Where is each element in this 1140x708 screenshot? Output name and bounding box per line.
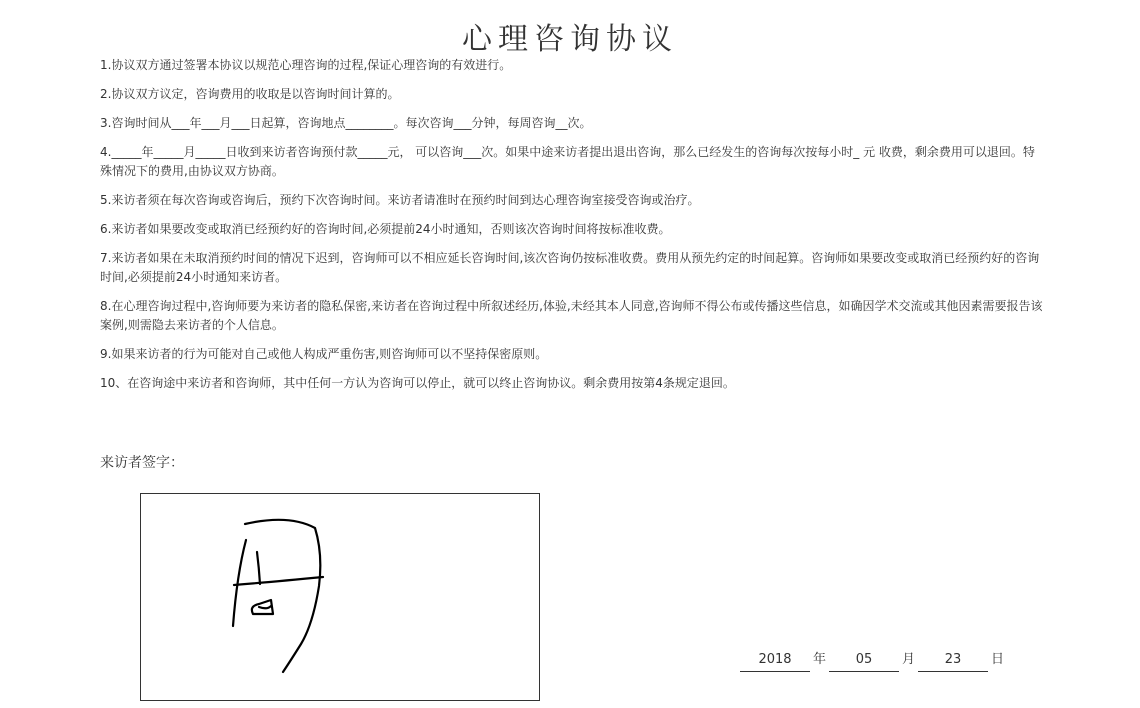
date-day-unit: 日: [991, 652, 1005, 667]
clause-8: 8.在心理咨询过程中,咨询师要为来访者的隐私保密,来访者在咨询过程中所叙述经历,体验,未经其本人同意,咨询师不得公布或传播这些信息，如确因学术交流或其他因素需要报告该案例,则需隐去来访者的个人信息。: [100, 299, 1043, 332]
page-title: 心理咨询协议: [462, 22, 678, 58]
clause-5: 5.来访者须在每次咨询或咨询后，预约下次咨询时间。来访者请准时在预约时间到达心理咨询室接受咨询或治疗。: [100, 193, 700, 207]
clause-1: 1.协议双方通过签署本协议以规范心理咨询的过程,保证心理咨询的有效进行。: [100, 58, 512, 72]
date-day: 23: [918, 650, 988, 672]
date-year: 2018: [740, 650, 810, 672]
signature-label: 来访者签字：: [100, 455, 184, 471]
clause-list: [100, 56, 1045, 393]
clause-7: 7.来访者如果在未取消预约时间的情况下迟到，咨询师可以不相应延长咨询时间,该次咨询仍按标准收费。费用从预先约定的时间起算。咨询师如果要改变或取消已经预约好的咨询时间,必须提前24小时通知来访者。: [100, 251, 1040, 284]
clause-10: 10、在咨询途中来访者和咨询师，其中任何一方认为咨询可以停止，就可以终止咨询协议。剩余费用按第4条规定退回。: [100, 376, 735, 390]
date-year-unit: 年: [813, 652, 827, 667]
signature-pad[interactable]: [140, 493, 540, 701]
clause-3: 3.咨询时间从___年___月___日起算，咨询地点________。每次咨询___分钟，每周咨询__次。: [100, 116, 592, 130]
date-month: 05: [829, 650, 899, 672]
clause-9: 9.如果来访者的行为可能对自己或他人构成严重伤害,则咨询师可以不坚持保密原则。: [100, 347, 548, 361]
clause-2: 2.协议双方议定，咨询费用的收取是以咨询时间计算的。: [100, 87, 400, 101]
clause-4: 4._____年_____月_____日收到来访者咨询预付款_____元， 可以咨询___次。如果中途来访者提出退出咨询，那么已经发生的咨询每次按每小时_ 元 收费，剩余费用可以退回。特殊情况下的费用,由协议双方协商。: [100, 145, 1035, 178]
clause-6: 6.来访者如果要改变或取消已经预约好的咨询时间,必须提前24小时通知，否则该次咨询时间将按标准收费。: [100, 222, 671, 236]
signing-date: [740, 650, 1007, 672]
date-month-unit: 月: [902, 652, 916, 667]
handwritten-signature: [141, 494, 541, 702]
